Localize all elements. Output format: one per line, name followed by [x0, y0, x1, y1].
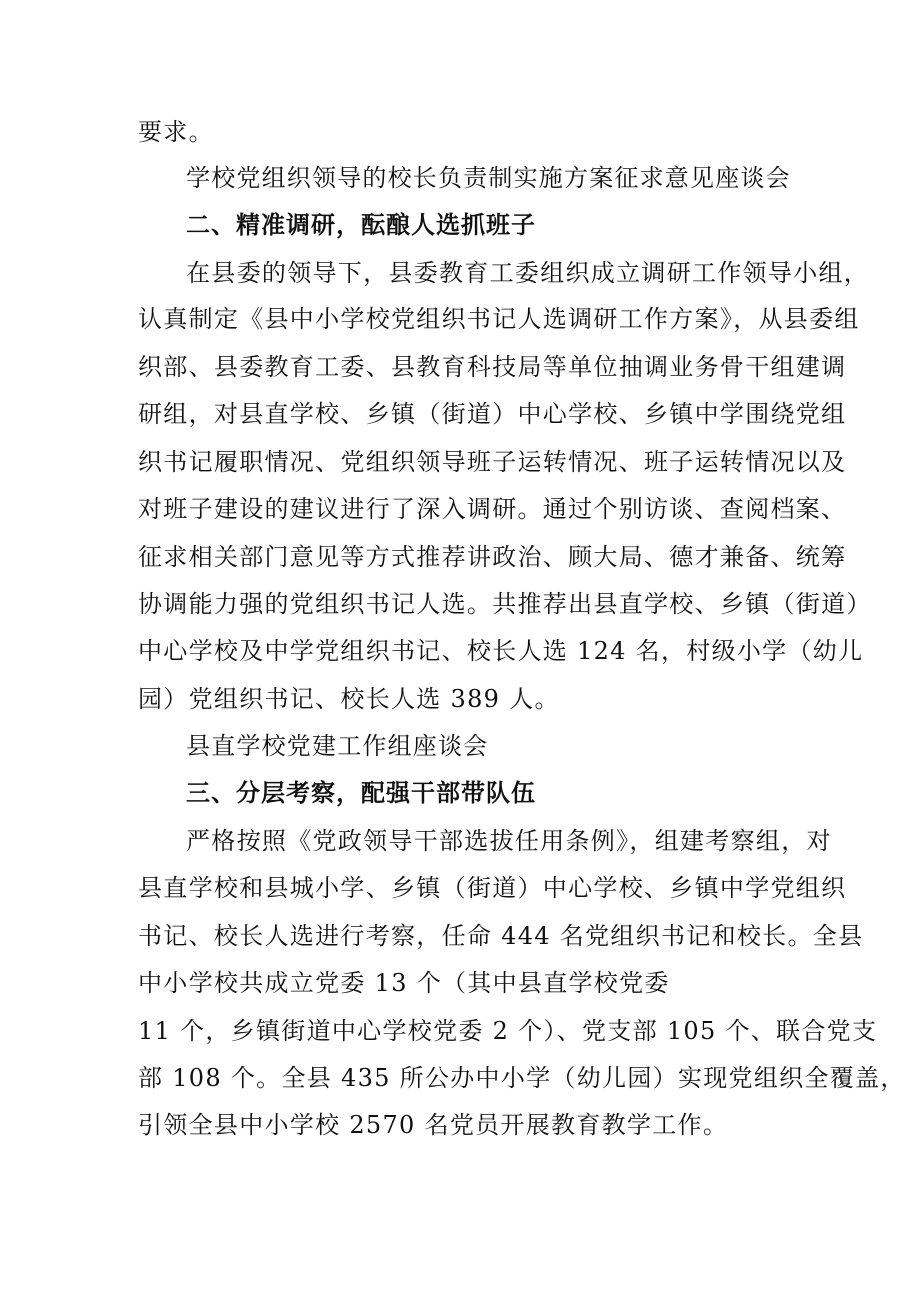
text-line: 中小学校共成立党委 13 个（其中县直学校党委 — [138, 969, 670, 997]
text-line: 协调能力强的党组织书记人选。共推荐出县直学校、乡镇（街道） — [138, 590, 872, 618]
section-heading: 三、分层考察，配强干部带队伍 — [186, 779, 536, 807]
text-line: 织部、县委教育工委、县教育科技局等单位抽调业务骨干组建调 — [138, 353, 847, 381]
text-line: 园）党组织书记、校长人选 389 人。 — [138, 685, 560, 713]
text-line: 研组，对县直学校、乡镇（街道）中心学校、乡镇中学围绕党组 — [138, 400, 847, 428]
text-line: 书记、校长人选进行考察，任命 444 名党组织书记和校长。全县 — [138, 922, 864, 950]
section-heading: 二、精准调研，酝酿人选抓班子 — [186, 211, 536, 239]
photo-caption: 学校党组织领导的校长负责制实施方案征求意见座谈会 — [186, 164, 791, 192]
text-line: 要求。 — [138, 118, 214, 146]
text-line: 部 108 个。全县 435 所公办中小学（幼儿园）实现党组织全覆盖， — [138, 1064, 906, 1092]
text-line: 在县委的领导下，县委教育工委组织成立调研工作领导小组， — [186, 259, 870, 287]
text-line: 对班子建设的建议进行了深入调研。通过个别访谈、查阅档案、 — [138, 495, 847, 523]
text-line: 严格按照《党政领导干部选拔任用条例》，组建考察组，对 — [186, 827, 832, 855]
photo-caption: 县直学校党建工作组座谈会 — [186, 732, 489, 760]
text-line: 11 个，乡镇街道中心学校党委 2 个）、党支部 105 个、联合党支 — [138, 1017, 878, 1045]
text-line: 引领全县中小学校 2570 名党员开展教育教学工作。 — [138, 1111, 729, 1139]
text-line: 征求相关部门意见等方式推荐讲政治、顾大局、德才兼备、统筹 — [138, 543, 847, 571]
text-line: 中心学校及中学党组织书记、校长人选 124 名，村级小学（幼儿 — [138, 637, 864, 665]
text-line: 认真制定《县中小学校党组织书记人选调研工作方案》，从县委组 — [138, 305, 860, 333]
text-line: 织书记履职情况、党组织领导班子运转情况、班子运转情况以及 — [138, 448, 847, 476]
text-line: 县直学校和县城小学、乡镇（街道）中心学校、乡镇中学党组织 — [138, 874, 847, 902]
